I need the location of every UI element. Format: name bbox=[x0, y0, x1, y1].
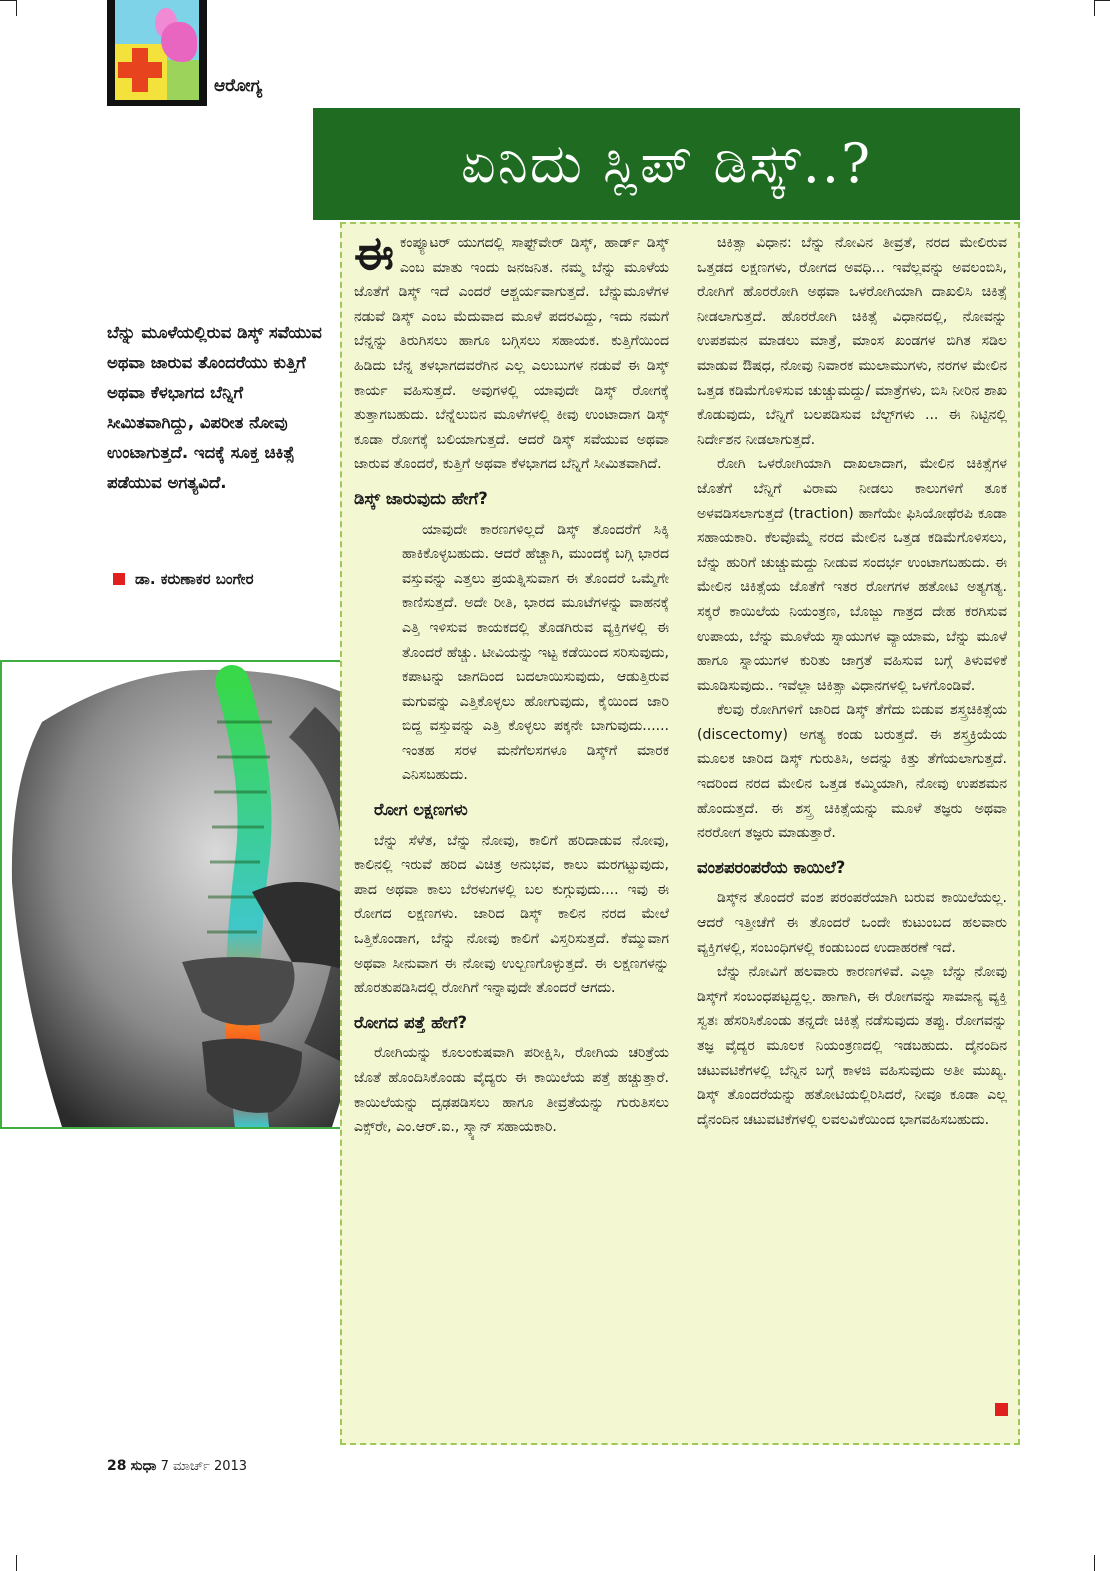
article-column-2 bbox=[697, 231, 1007, 1132]
bullet-square-icon bbox=[113, 573, 125, 585]
paragraph-hereditary-2: ಬೆನ್ನು ನೋವಿಗೆ ಹಲವಾರು ಕಾರಣಗಳಿವೆ. ಎಲ್ಲಾ ಬೆನ್ನು ನೋವು ಡಿಸ್ಕ್‌ಗೆ ಸಂಬಂಧಪಟ್ಟದ್ದಲ್ಲ. ಹಾಗಾಗಿ, ಈ ರೋಗವನ್ನು ಸಾಮಾನ್ಯ ವ್ಯಕ್ತಿ ಸ್ವತಃ ಹೆಸರಿಸಿಕೊಂಡು ತನ್ನದೇ ಚಿಕಿತ್ಸೆ ನಡೆಸುವುದು ತಪ್ಪು. ರೋಗವನ್ನು ತಜ್ಞ ವೈದ್ಯರ ಮೂಲಕ ನಿಯಂತ್ರಣದಲ್ಲಿ ಇಡಬಹುದು. ದೈನಂದಿನ ಚಟುವಟಿಕೆಗಳಲ್ಲಿ ಬೆನ್ನಿನ ಬಗ್ಗೆ ಕಾಳಜಿ ವಹಿಸುವುದು ಅತೀ ಮುಖ್ಯ. ಡಿಸ್ಕ್ ತೊಂದರೆಯನ್ನು ಹತೋಟಿಯಲ್ಲಿರಿಸಿದರೆ, ನೀವೂ ಕೂಡಾ ಎಲ್ಲ ದೈನಂದಿನ ಚಟುವಟಿಕೆಗಳಲ್ಲಿ ಲವಲವಿಕೆಯಿಂದ ಭಾಗವಹಿಸಬಹುದು. bbox=[697, 964, 1007, 1128]
paragraph-symptoms: ಬೆನ್ನು ಸೆಳೆತ, ಬೆನ್ನು ನೋವು, ಕಾಲಿಗೆ ಹರಿದಾಡುವ ನೋವು, ಕಾಲಿನಲ್ಲಿ ಇರುವೆ ಹರಿದ ವಿಚಿತ್ರ ಅನುಭವ, ಕಾಲು ಮರಗಟ್ಟುವುದು, ಪಾದ ಅಥವಾ ಕಾಲು ಬೆರಳುಗಳಲ್ಲಿ ಬಲ ಕುಗ್ಗುವುದು.... ಇವು ಈ ರೋಗದ ಲಕ್ಷಣಗಳು. ಜಾರಿದ ಡಿಸ್ಕ್ ಕಾಲಿನ ನರದ ಮೇಲೆ ಒತ್ತಿಕೊಂಡಾಗ, ಬೆನ್ನು ನೋವು ಕಾಲಿಗೆ ವಿಸ್ತರಿಸುತ್ತದೆ. ಕೆಮ್ಮುವಾಗ ಅಥವಾ ಸೀನುವಾಗ ಈ ನೋವು ಉಲ್ಬಣಗೊಳ್ಳುತ್ತದೆ. ಈ ಲಕ್ಷಣಗಳನ್ನು ಹೊರತುಪಡಿಸಿದಲ್ಲಿ ರೋಗಿಗೆ ಇನ್ನಾವುದೇ ತೊಂದರೆ ಆಗದು. bbox=[354, 832, 669, 997]
spine-photo bbox=[0, 660, 390, 1129]
paragraph-treatment-2: ರೋಗಿ ಒಳರೋಗಿಯಾಗಿ ದಾಖಲಾದಾಗ, ಮೇಲಿನ ಚಿಕಿತ್ಸೆಗಳ ಜೊತೆಗೆ ಬೆನ್ನಿಗೆ ವಿರಾಮ ನೀಡಲು ಕಾಲುಗಳಿಗೆ ತೂಕ ಅಳವಡಿಸಲಾಗುತ್ತದೆ (traction) ಹಾಗೆಯೇ ಫಿಸಿಯೋಥೆರಪಿ ಕೂಡಾ ಸಹಾಯಕಾರಿ. ಕೆಲವೊಮ್ಮೆ ನರದ ಮೇಲಿನ ಒತ್ತಡ ಕಡಿಮೆಗೊಳಿಸಲು, ಬೆನ್ನು ಹುರಿಗೆ ಚುಚ್ಚುಮದ್ದು ನೀಡುವ ಸಂದರ್ಭ ಉಂಟಾಗಬಹುದು. ಈ ಮೇಲಿನ ಚಿಕಿತ್ಸೆಯ ಜೊತೆಗೆ ಇತರ ರೋಗಗಳ ಹತೋಟಿ ಅತ್ಯಗತ್ಯ. ಸಕ್ಕರೆ ಕಾಯಿಲೆಯ ನಿಯಂತ್ರಣ, ಬೊಜ್ಜು ಗಾತ್ರದ ದೇಹ ಕರಗಿಸುವ ಉಪಾಯ, ಬೆನ್ನು ಮೂಳೆಯ ಸ್ನಾಯುಗಳ ವ್ಯಾಯಾಮ, ಬೆನ್ನು ಮೂಳೆ ಹಾಗೂ ಸ್ನಾಯುಗಳ ಕುರಿತು ಜಾಗ್ರತೆ ವಹಿಸುವ ಬಗ್ಗೆ ತಿಳುವಳಿಕೆ ಮೂಡಿಸುವುದು.. ಇವೆಲ್ಲಾ ಚಿಕಿತ್ಸಾ ವಿಧಾನಗಳಲ್ಲಿ ಒಳಗೊಂಡಿವೆ. bbox=[697, 456, 1007, 694]
heading-hereditary: ವಂಶಪರಂಪರೆಯ ಕಾಯಿಲೆ? bbox=[697, 857, 846, 877]
crop-mark bbox=[16, 0, 17, 16]
author-name: ಡಾ. ಕರುಣಾಕರ ಬಂಗೇರ bbox=[135, 570, 254, 588]
drop-cap: ಈ bbox=[354, 226, 394, 280]
page-title: ಏನಿದು ಸ್ಲಿಪ್ ಡಿಸ್ಕ್..? bbox=[460, 132, 873, 195]
paragraph-diagnosis: ರೋಗಿಯನ್ನು ಕೂಲಂಕುಷವಾಗಿ ಪರೀಕ್ಷಿಸಿ, ರೋಗಿಯ ಚರಿತ್ರೆಯ ಜೊತೆ ಹೊಂದಿಸಿಕೊಂಡು ವೈದ್ಯರು ಈ ಕಾಯಿಲೆಯ ಪತ್ತೆ ಹಚ್ಚುತ್ತಾರೆ. ಕಾಯಿಲೆಯನ್ನು ದೃಢಪಡಿಸಲು ಹಾಗೂ ತೀವ್ರತೆಯನ್ನು ಗುರುತಿಸಲು ಎಕ್ಸ್‌ರೇ, ಎಂ.ಆರ್.ಐ., ಸ್ಕ್ಯಾನ್ ಸಹಾಯಕಾರಿ. bbox=[354, 1045, 669, 1136]
heading-diagnosis: ರೋಗದ ಪತ್ತೆ ಹೇಗೆ? bbox=[354, 1012, 468, 1032]
paragraph-slip: ಯಾವುದೇ ಕಾರಣಗಳಿಲ್ಲದೆ ಡಿಸ್ಕ್ ತೊಂದರೆಗೆ ಸಿಕ್ಕಿ ಹಾಕಿಕೊಳ್ಳಬಹುದು. ಆದರೆ ಹೆಚ್ಚಾಗಿ, ಮುಂದಕ್ಕೆ ಬಗ್ಗಿ ಭಾರದ ವಸ್ತುವನ್ನು ಎತ್ತಲು ಪ್ರಯತ್ನಿಸುವಾಗ ಈ ತೊಂದರೆ ಒಮ್ಮೆಗೇ ಕಾಣಿಸುತ್ತದೆ. ಅದೇ ರೀತಿ, ಭಾರದ ಮೂಟೆಗಳನ್ನು ವಾಹನಕ್ಕೆ ಎತ್ತಿ ಇಳಿಸುವ ಕಾಯಕದಲ್ಲಿ ತೊಡಗಿರುವ ವ್ಯಕ್ತಿಗಳಲ್ಲಿ ಈ ತೊಂದರೆ ಹೆಚ್ಚು. ಟೀವಿಯನ್ನು ಇಟ್ಟ ಕಡೆಯಿಂದ ಸರಿಸುವುದು, ಕಪಾಟನ್ನು ಜಾಗದಿಂದ ಬದಲಾಯಿಸುವುದು, ಆಡುತ್ತಿರುವ ಮಗುವನ್ನು ಎತ್ತಿಕೊಳ್ಳಲು ಹೋಗುವುದು, ಕೈಯಿಂದ ಜಾರಿ ಬಿದ್ದ ವಸ್ತುವನ್ನು ಎತ್ತಿ ಕೊಳ್ಳಲು ಪಕ್ಕನೇ ಬಾಗುವುದು...... ಇಂತಹ ಸರಳ ಮನೆಗೆಲಸಗಳೂ ಡಿಸ್ಕ್‌ಗೆ ಮಾರಕ ಎನಿಸಬಹುದು. bbox=[402, 521, 669, 784]
magazine-name: ಸುಧಾ bbox=[130, 1458, 157, 1474]
crop-mark bbox=[1094, 0, 1095, 16]
heading-slip: ಡಿಸ್ಕ್ ಜಾರುವುದು ಹೇಗೆ? bbox=[354, 488, 488, 508]
pull-quote: ಬೆನ್ನು ಮೂಳೆಯಲ್ಲಿರುವ ಡಿಸ್ಕ್ ಸವೆಯುವ ಅಥವಾ ಜಾರುವ ತೊಂದರೆಯು ಕುತ್ತಿಗೆ ಅಥವಾ ಕೆಳಭಾಗದ ಬೆನ್ನಿಗೆ ಸೀಮಿತವಾಗಿದ್ದು, ವಿಪರೀತ ನೋವು ಉಂಟಾಗುತ್ತದೆ. ಇದಕ್ಕೆ ಸೂಕ್ತ ಚಿಕಿತ್ಸೆ ಪಡೆಯುವ ಅಗತ್ಯವಿದೆ. bbox=[107, 323, 322, 492]
section-label: ಆರೋಗ್ಯ bbox=[214, 76, 263, 96]
intro-paragraph: ಈಕಂಪ್ಯೂಟರ್ ಯುಗದಲ್ಲಿ ಸಾಫ್ಟ್‌ವೇರ್ ಡಿಸ್ಕ್, ಹಾರ್ಡ್ ಡಿಸ್ಕ್ ಎಂಬ ಮಾತು ಇಂದು ಜನಜನಿತ. ನಮ್ಮ ಬೆನ್ನು ಮೂಳೆಯ ಜೊತೆಗೆ ಡಿಸ್ಕ್ ಇದೆ ಎಂದರೆ ಆಶ್ಚರ್ಯವಾಗುತ್ತದೆ. ಬೆನ್ನುಮೂಳೆಗಳ ನಡುವೆ ಡಿಸ್ಕ್ ಎಂಬ ಮೆದುವಾದ ಮೂಳೆ ಪದರವಿದ್ದು, ಇದು ನಮಗೆ ಬೆನ್ನನ್ನು ತಿರುಗಿಸಲು ಹಾಗೂ ಬಗ್ಗಿಸಲು ಸಹಾಯಕ. ಕುತ್ತಿಗೆಯಿಂದ ಹಿಡಿದು ಬೆನ್ನ ತಳಭಾಗದವರೆಗಿನ ಎಲ್ಲ ಎಲುಬುಗಳ ನಡುವೆ ಈ ಡಿಸ್ಕ್ ಕಾರ್ಯ ವಹಿಸುತ್ತದೆ. ಅವುಗಳಲ್ಲಿ ಯಾವುದೇ ಡಿಸ್ಕ್ ರೋಗಕ್ಕೆ ತುತ್ತಾಗಬಹುದು. ಬೆನ್ನೆಲುಬಿನ ಮೂಳೆಗಳಲ್ಲಿ ಕೀವು ಉಂಟಾದಾಗ ಡಿಸ್ಕ್ ಕೂಡಾ ರೋಗಕ್ಕೆ ಬಲಿಯಾಗುತ್ತದೆ. ಆದರೆ ಡಿಸ್ಕ್ ಸವೆಯುವ ಅಥವಾ ಜಾರುವ ತೊಂದರೆ, ಕುತ್ತಿಗೆ ಅಥವಾ ಕೆಳಭಾಗದ ಬೆನ್ನಿಗೆ ಸೀಮಿತವಾಗಿದೆ. bbox=[354, 226, 669, 473]
section-logo bbox=[107, 0, 207, 106]
paragraph-treatment-3: ಕೆಲವು ರೋಗಿಗಳಿಗೆ ಜಾರಿದ ಡಿಸ್ಕ್ ತೆಗೆದು ಬಿಡುವ ಶಸ್ತ್ರಚಿಕಿತ್ಸೆಯ (discectomy) ಅಗತ್ಯ ಕಂಡು ಬರುತ್ತದೆ. ಈ ಶಸ್ತ್ರಕ್ರಿಯೆಯ ಮೂಲಕ ಜಾರಿದ ಡಿಸ್ಕ್ ಗುರುತಿಸಿ, ಅದನ್ನು ಕಿತ್ತು ತೆಗೆಯಲಾಗುತ್ತದೆ. ಇದರಿಂದ ನರದ ಮೇಲಿನ ಒತ್ತಡ ಕಮ್ಮಿಯಾಗಿ, ನೋವು ಉಪಶಮನ ಹೊಂದುತ್ತದೆ. ಈ ಶಸ್ತ್ರ ಚಿಕಿತ್ಸೆಯನ್ನು ಮೂಳೆ ತಜ್ಞರು ಅಥವಾ ನರರೋಗ ತಜ್ಞರು ಮಾಡುತ್ತಾರೆ. bbox=[697, 702, 1007, 842]
crop-mark bbox=[1094, 1555, 1095, 1571]
byline bbox=[113, 570, 254, 588]
end-mark-icon bbox=[995, 1403, 1008, 1416]
article-column-1 bbox=[354, 226, 669, 1140]
crop-mark bbox=[0, 0, 16, 1]
heading-symptoms: ರೋಗ ಲಕ್ಷಣಗಳು bbox=[374, 800, 468, 820]
health-icon bbox=[115, 0, 199, 100]
title-banner bbox=[313, 108, 1020, 220]
paragraph-treatment-1: ಚಿಕಿತ್ಸಾ ವಿಧಾನ: ಬೆನ್ನು ನೋವಿನ ತೀವ್ರತೆ, ನರದ ಮೇಲಿರುವ ಒತ್ತಡದ ಲಕ್ಷಣಗಳು, ರೋಗದ ಅವಧಿ... ಇವೆಲ್ಲವನ್ನು ಅವಲಂಬಿಸಿ, ರೋಗಿಗೆ ಹೊರರೋಗಿ ಅಥವಾ ಒಳರೋಗಿಯಾಗಿ ದಾಖಲಿಸಿ ಚಿಕಿತ್ಸೆ ನೀಡಲಾಗುತ್ತದೆ. ಹೊರರೋಗಿ ಚಿಕಿತ್ಸೆ ವಿಧಾನದಲ್ಲಿ, ನೋವನ್ನು ಉಪಶಮನ ಮಾಡಲು ಮಾತ್ರೆ, ಮಾಂಸ ಖಂಡಗಳ ಬಿಗಿತ ಸಡಿಲ ಮಾಡುವ ಔಷಧ, ನೋವು ನಿವಾರಕ ಮುಲಾಮುಗಳು, ನರಗಳ ಮೇಲಿನ ಒತ್ತಡ ಕಡಿಮೆಗೊಳಿಸುವ ಚುಚ್ಚುಮದ್ದು/ ಮಾತ್ರೆಗಳು, ಬಿಸಿ ನೀರಿನ ಶಾಖ ಕೊಡುವುದು, ಬೆನ್ನಿಗೆ ಬಲಪಡಿಸುವ ಬೆಲ್ಟ್‌ಗಳು ... ಈ ನಿಟ್ಟಿನಲ್ಲಿ ನಿರ್ದೇಶನ ನೀಡಲಾಗುತ್ತದೆ. bbox=[697, 235, 1007, 448]
spine-icon bbox=[2, 662, 388, 1127]
issue-date: 7 ಮಾರ್ಚ್ 2013 bbox=[160, 1459, 248, 1474]
crop-mark bbox=[1094, 0, 1110, 1]
page-number: 28 bbox=[107, 1458, 127, 1474]
paragraph-hereditary-1: ಡಿಸ್ಕ್‌ನ ತೊಂದರೆ ವಂಶ ಪರಂಪರೆಯಾಗಿ ಬರುವ ಕಾಯಿಲೆಯಲ್ಲ. ಆದರೆ ಇತ್ತೀಚೆಗೆ ಈ ತೊಂದರೆ ಒಂದೇ ಕುಟುಂಬದ ಹಲವಾರು ವ್ಯಕ್ತಿಗಳಲ್ಲಿ, ಸಂಬಂಧಿಗಳಲ್ಲಿ ಕಂಡುಬಂದ ಉದಾಹರಣೆ ಇದೆ. bbox=[697, 890, 1007, 956]
crop-mark bbox=[16, 1555, 17, 1571]
folio bbox=[107, 1458, 247, 1474]
